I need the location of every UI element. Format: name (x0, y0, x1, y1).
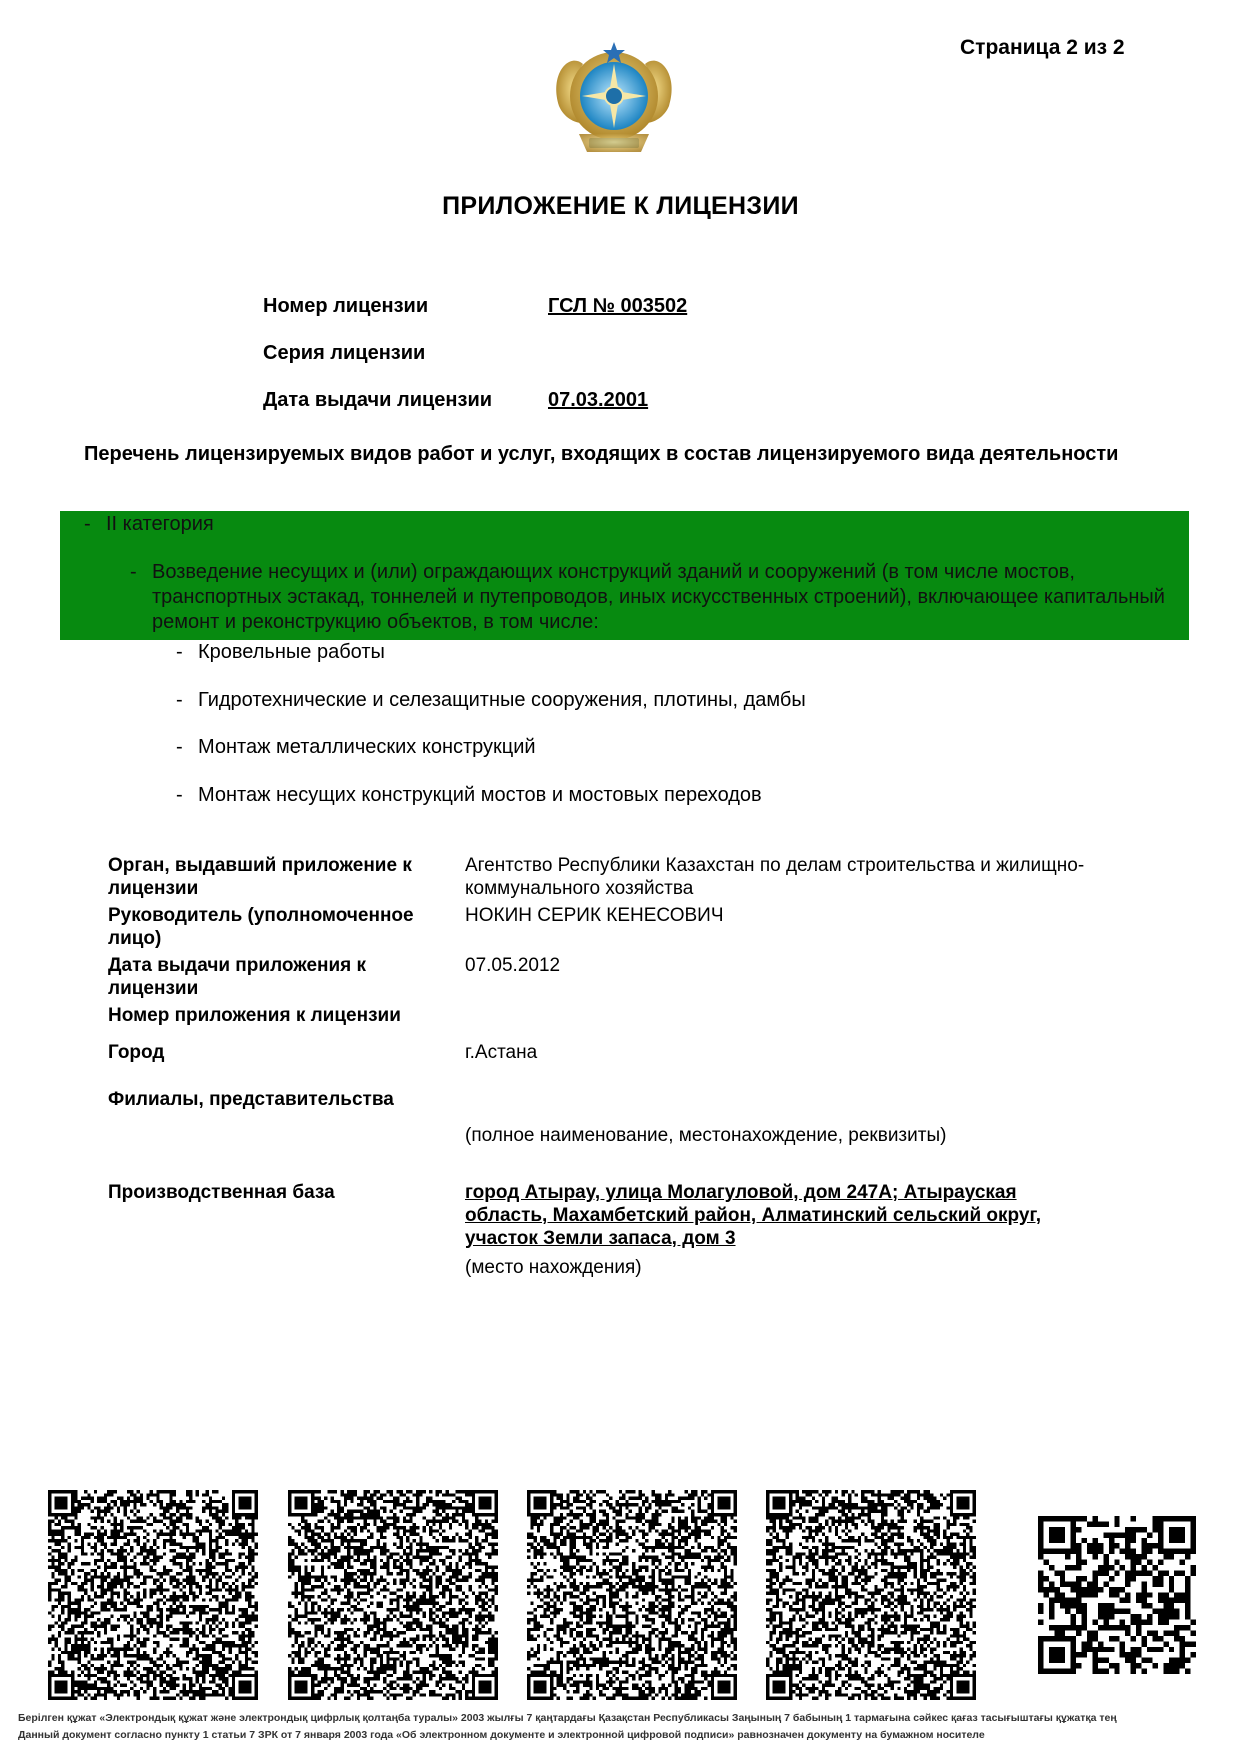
state-emblem-icon (549, 34, 679, 164)
document-title: ПРИЛОЖЕНИЕ К ЛИЦЕНЗИИ (442, 192, 799, 220)
appendix-number-label: Номер приложения к лицензии (108, 1005, 401, 1026)
city-label: Город (108, 1042, 165, 1063)
barcode-icon (527, 1490, 737, 1700)
head-value: НОКИН СЕРИК КЕНЕСОВИЧ (465, 905, 724, 926)
appendix-date-label: Дата выдачи приложения к лицензии (108, 955, 367, 999)
barcode-icon (766, 1490, 976, 1700)
license-date-value: 07.03.2001 (548, 389, 649, 411)
branches-hint: (полное наименование, местонахождение, реквизиты) (465, 1125, 947, 1146)
production-base-value: город Атырау, улица Молагуловой, дом 247А; Атырауская область, Махамбетский район, Алматинский сельский округ, участок Земли запаса, дом 3 (465, 1182, 1041, 1249)
license-number-value: ГСЛ № 003502 (548, 295, 688, 317)
issuing-authority-value: Агентство Республики Казахстан по делам строительства и жилищно-коммунального хозяйства (465, 855, 1085, 899)
barcode-icon (288, 1490, 498, 1700)
footer-legal-ru: Данный документ согласно пункту 1 статьи 7 ЗРК от 7 января 2003 года «Об электронном документе и электронной цифровой подписи» равнозначен документу на бумажном носителе (18, 1729, 985, 1741)
license-number-label: Номер лицензии (263, 295, 429, 317)
issuing-authority-label: Орган, выдавший приложение к лицензии (108, 855, 412, 899)
list-item-main: - Возведение несущих и (или) ограждающих конструкций зданий и сооружений (в том числе мостов, транспортных эстакад, тоннелей и путепроводов, иных искусственных строений), включающее капитальный ремонт и реконструкцию объектов, в том числе: (130, 561, 1165, 633)
license-date-label: Дата выдачи лицензии (263, 389, 493, 411)
list-item: - Кровельные работы (176, 641, 385, 663)
license-series-label: Серия лицензии (263, 342, 426, 364)
page-number: Страница 2 из 2 (960, 36, 1125, 59)
appendix-date-value: 07.05.2012 (465, 955, 561, 976)
branches-label: Филиалы, представительства (108, 1089, 394, 1110)
list-item: - Гидротехнические и селезащитные сооружения, плотины, дамбы (176, 689, 806, 711)
production-base-label: Производственная база (108, 1182, 335, 1203)
list-item: - Монтаж металлических конструкций (176, 736, 536, 758)
production-base-hint: (место нахождения) (465, 1257, 642, 1278)
qr-code-icon (1038, 1516, 1196, 1674)
list-item-category: - II категория (84, 513, 214, 535)
works-list-title: Перечень лицензируемых видов работ и услуг, входящих в состав лицензируемого вида деятельности (84, 443, 1119, 465)
list-item: - Монтаж несущих конструкций мостов и мостовых переходов (176, 784, 762, 806)
head-label: Руководитель (уполномоченное лицо) (108, 905, 414, 949)
city-value: г.Астана (465, 1042, 538, 1063)
barcode-icon (48, 1490, 258, 1700)
footer-legal-kz: Берілген құжат «Электрондық құжат және электрондық цифрлық қолтаңба туралы» 2003 жылғы 7 қаңтардағы Қазақстан Республикасы Заңының 7 бабының 1 тармағына сәйкес қағаз тасығыштағы құжатқа тең (18, 1712, 1117, 1724)
